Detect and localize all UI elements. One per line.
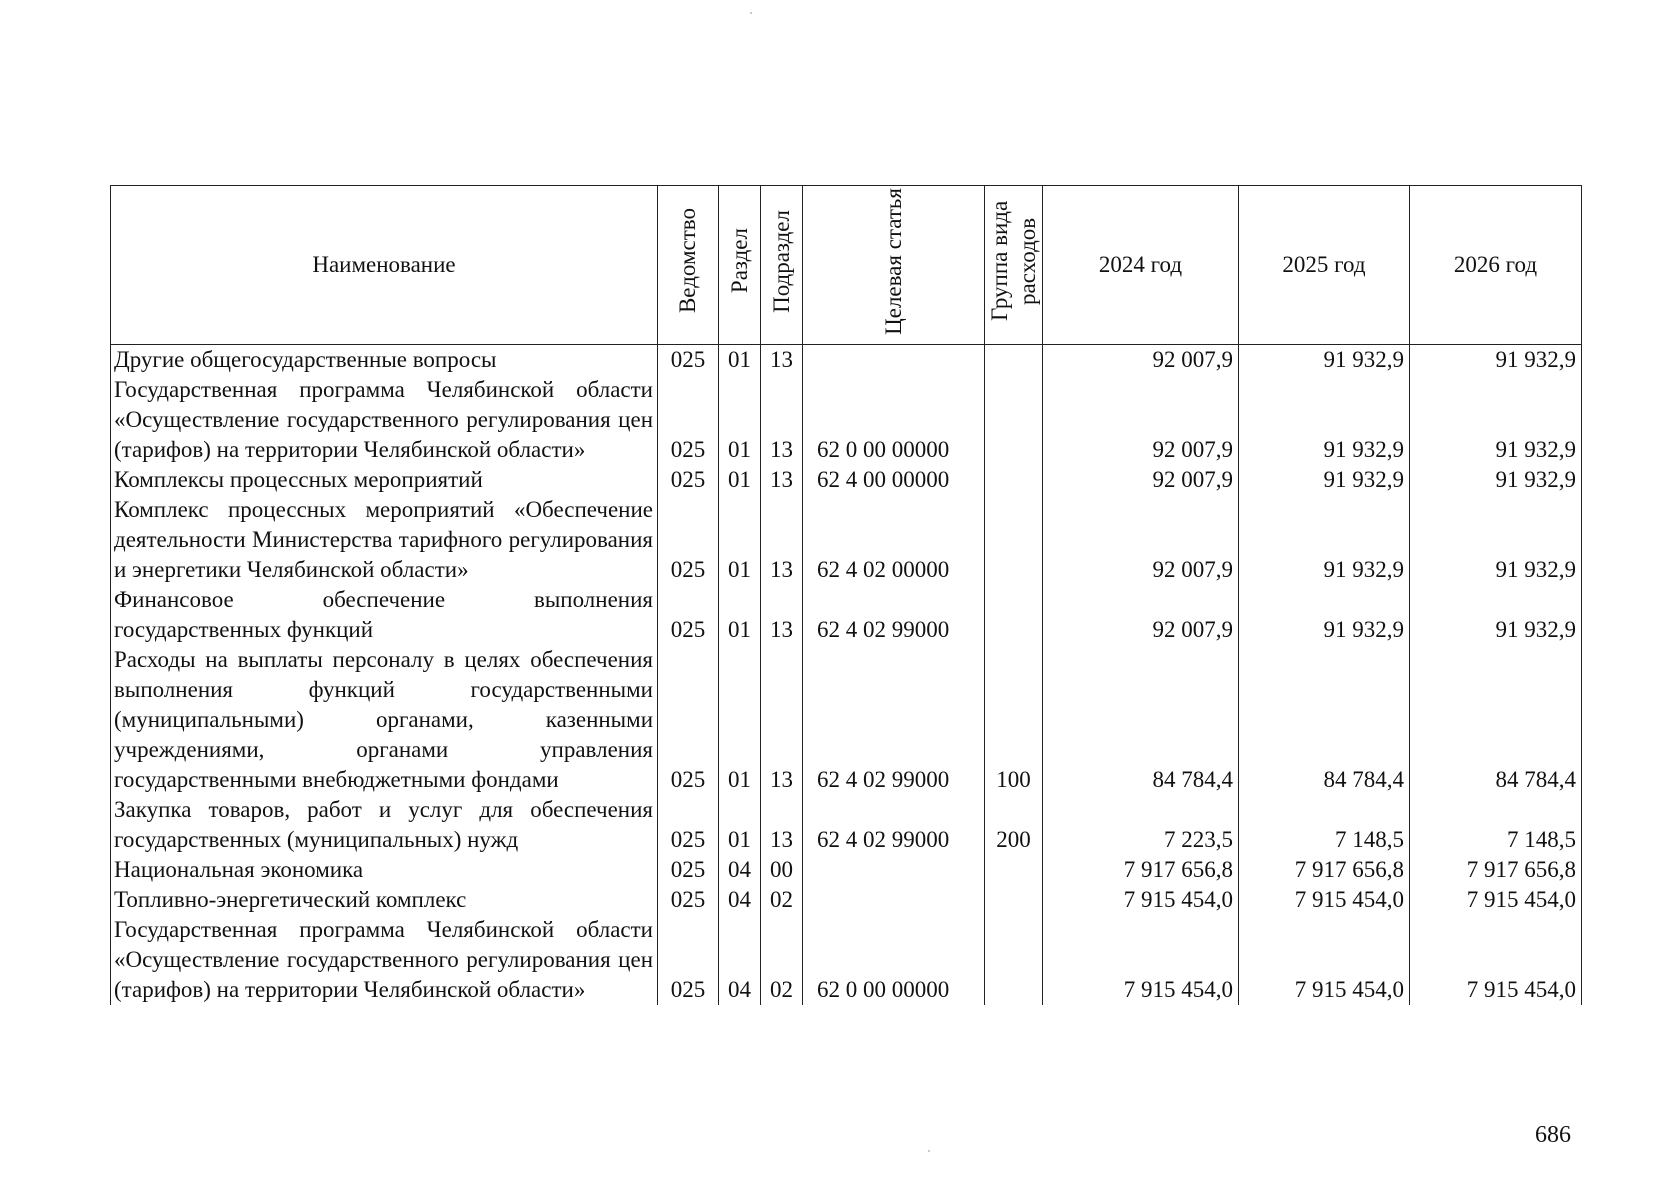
row-value-2025: 7 915 454,0 — [1239, 915, 1410, 1005]
row-value-2025: 7 915 454,0 — [1239, 885, 1410, 915]
row-value-2024: 7 917 656,8 — [1043, 855, 1239, 885]
row-dept: 025 — [658, 375, 719, 465]
row-dept: 025 — [658, 915, 719, 1005]
row-section: 04 — [719, 915, 761, 1005]
table-row — [111, 495, 1582, 585]
header-expense-group: Группа вида расходов — [985, 186, 1043, 345]
row-value-2025: 7 917 656,8 — [1239, 855, 1410, 885]
scan-speck — [928, 1150, 930, 1152]
row-value-2024: 7 915 454,0 — [1043, 915, 1239, 1005]
row-expense-group — [985, 465, 1043, 495]
row-name: Закупка товаров, работ и услуг для обеспечения государственных (муниципальных) нужд — [111, 795, 658, 855]
row-target: 62 4 02 00000 — [803, 495, 985, 585]
row-value-2026: 7 915 454,0 — [1410, 885, 1582, 915]
row-value-2026: 91 932,9 — [1410, 585, 1582, 645]
table-row — [111, 855, 1582, 885]
row-section: 01 — [719, 345, 761, 376]
row-value-2024: 7 223,5 — [1043, 795, 1239, 855]
row-subsection: 13 — [761, 495, 803, 585]
row-dept: 025 — [658, 345, 719, 376]
row-name: Комплекс процессных мероприятий «Обеспечение деятельности Министерства тарифного регулирования и энергетики Челябинской области» — [111, 495, 658, 585]
row-subsection: 02 — [761, 885, 803, 915]
table-row — [111, 375, 1582, 465]
row-section: 01 — [719, 645, 761, 795]
row-dept: 025 — [658, 495, 719, 585]
table-row — [111, 915, 1582, 1005]
row-section: 01 — [719, 585, 761, 645]
row-subsection: 13 — [761, 645, 803, 795]
row-target: 62 4 00 00000 — [803, 465, 985, 495]
row-value-2026: 7 917 656,8 — [1410, 855, 1582, 885]
budget-table — [110, 185, 1582, 1005]
row-dept: 025 — [658, 855, 719, 885]
row-name: Комплексы процессных мероприятий — [111, 465, 658, 495]
row-target: 62 4 02 99000 — [803, 585, 985, 645]
row-expense-group — [985, 495, 1043, 585]
row-value-2024: 7 915 454,0 — [1043, 885, 1239, 915]
row-dept: 025 — [658, 465, 719, 495]
row-value-2025: 7 148,5 — [1239, 795, 1410, 855]
row-value-2026: 7 148,5 — [1410, 795, 1582, 855]
row-section: 01 — [719, 495, 761, 585]
row-subsection: 13 — [761, 585, 803, 645]
header-2026: 2026 год — [1410, 186, 1582, 345]
row-name: Государственная программа Челябинской области «Осуществление государственного регулирования цен (тарифов) на территории Челябинской области» — [111, 375, 658, 465]
table-row — [111, 795, 1582, 855]
header-section: Раздел — [719, 186, 761, 345]
table-row — [111, 885, 1582, 915]
row-target: 62 0 00 00000 — [803, 915, 985, 1005]
row-value-2025: 91 932,9 — [1239, 345, 1410, 376]
table-header-row — [111, 186, 1582, 345]
table-row — [111, 645, 1582, 795]
row-name: Топливно-энергетический комплекс — [111, 885, 658, 915]
row-section: 04 — [719, 855, 761, 885]
row-value-2024: 92 007,9 — [1043, 465, 1239, 495]
scan-speck — [750, 12, 752, 14]
row-target — [803, 885, 985, 915]
row-dept: 025 — [658, 645, 719, 795]
row-expense-group: 100 — [985, 645, 1043, 795]
row-subsection: 13 — [761, 345, 803, 376]
row-expense-group: 200 — [985, 795, 1043, 855]
table-body — [111, 345, 1582, 1006]
row-value-2026: 91 932,9 — [1410, 465, 1582, 495]
row-name: Государственная программа Челябинской области «Осуществление государственного регулирования цен (тарифов) на территории Челябинской области» — [111, 915, 658, 1005]
row-subsection: 02 — [761, 915, 803, 1005]
header-2024: 2024 год — [1043, 186, 1239, 345]
table-row — [111, 345, 1582, 376]
row-dept: 025 — [658, 585, 719, 645]
table-row — [111, 465, 1582, 495]
row-name: Национальная экономика — [111, 855, 658, 885]
row-value-2025: 91 932,9 — [1239, 465, 1410, 495]
header-name: Наименование — [111, 186, 658, 345]
row-target — [803, 855, 985, 885]
row-target: 62 0 00 00000 — [803, 375, 985, 465]
header-target: Целевая статья — [803, 186, 985, 345]
row-target: 62 4 02 99000 — [803, 795, 985, 855]
row-value-2024: 92 007,9 — [1043, 585, 1239, 645]
row-name: Финансовое обеспечение выполнения государственных функций — [111, 585, 658, 645]
row-dept: 025 — [658, 885, 719, 915]
row-value-2024: 92 007,9 — [1043, 495, 1239, 585]
page-number: 686 — [1535, 1122, 1571, 1148]
row-value-2026: 91 932,9 — [1410, 375, 1582, 465]
row-value-2026: 91 932,9 — [1410, 345, 1582, 376]
row-subsection: 13 — [761, 795, 803, 855]
row-name: Расходы на выплаты персоналу в целях обеспечения выполнения функций государственными (муниципальными) органами, казенными учреждениями, органами управления государственными внебюджетными фондами — [111, 645, 658, 795]
header-dept: Ведомство — [658, 186, 719, 345]
row-target — [803, 345, 985, 376]
row-subsection: 13 — [761, 465, 803, 495]
row-subsection: 13 — [761, 375, 803, 465]
budget-table-container — [110, 185, 1582, 1005]
row-expense-group — [985, 375, 1043, 465]
row-name: Другие общегосударственные вопросы — [111, 345, 658, 376]
row-value-2024: 84 784,4 — [1043, 645, 1239, 795]
row-target: 62 4 02 99000 — [803, 645, 985, 795]
row-expense-group — [985, 855, 1043, 885]
row-subsection: 00 — [761, 855, 803, 885]
header-subsection: Подраздел — [761, 186, 803, 345]
table-row — [111, 585, 1582, 645]
row-value-2024: 92 007,9 — [1043, 345, 1239, 376]
row-expense-group — [985, 345, 1043, 376]
row-expense-group — [985, 885, 1043, 915]
row-value-2024: 92 007,9 — [1043, 375, 1239, 465]
row-dept: 025 — [658, 795, 719, 855]
row-value-2025: 91 932,9 — [1239, 585, 1410, 645]
row-section: 01 — [719, 465, 761, 495]
row-expense-group — [985, 915, 1043, 1005]
row-value-2025: 91 932,9 — [1239, 495, 1410, 585]
row-section: 04 — [719, 885, 761, 915]
row-value-2025: 91 932,9 — [1239, 375, 1410, 465]
row-section: 01 — [719, 375, 761, 465]
header-2025: 2025 год — [1239, 186, 1410, 345]
row-value-2025: 84 784,4 — [1239, 645, 1410, 795]
row-value-2026: 7 915 454,0 — [1410, 915, 1582, 1005]
row-value-2026: 91 932,9 — [1410, 495, 1582, 585]
row-section: 01 — [719, 795, 761, 855]
row-expense-group — [985, 585, 1043, 645]
row-value-2026: 84 784,4 — [1410, 645, 1582, 795]
